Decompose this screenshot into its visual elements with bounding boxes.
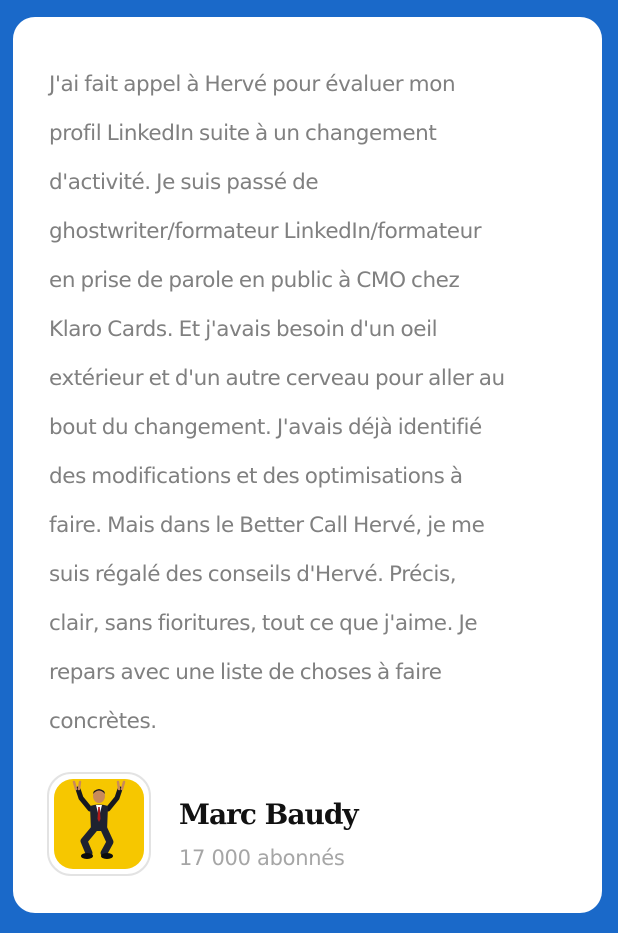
testimonial-quote — [49, 60, 569, 746]
jumping-man-illustration — [54, 779, 144, 869]
quote-line: clair, sans fioritures, tout ce que j'aime. Je — [49, 611, 478, 636]
quote-line: suis régalé des conseils d'Hervé. Précis, — [49, 562, 457, 587]
quote-line: faire. Mais dans le Better Call Hervé, je me — [49, 513, 485, 538]
quote-line: extérieur et d'un autre cerveau pour aller au — [49, 366, 505, 391]
author-block — [47, 772, 577, 882]
quote-line: d'activité. Je suis passé de — [49, 170, 319, 195]
quote-line: profil LinkedIn suite à un changement — [49, 121, 437, 146]
quote-line: bout du changement. J'avais déjà identifié — [49, 415, 482, 440]
quote-line: J'ai fait appel à Hervé pour évaluer mon — [49, 72, 456, 97]
quote-line: ghostwriter/formateur LinkedIn/formateur — [49, 219, 482, 244]
quote-line: repars avec une liste de choses à faire — [49, 660, 442, 685]
avatar — [47, 772, 151, 876]
quote-line: concrètes. — [49, 709, 157, 734]
author-followers: 17 000 abonnés — [179, 846, 345, 870]
testimonial-card — [13, 17, 602, 913]
quote-line: Klaro Cards. Et j'avais besoin d'un oeil — [49, 317, 438, 342]
avatar-photo — [54, 779, 144, 869]
quote-line: en prise de parole en public à CMO chez — [49, 268, 460, 293]
quote-line: des modifications et des optimisations à — [49, 464, 463, 489]
author-name: Marc Baudy — [179, 798, 358, 831]
